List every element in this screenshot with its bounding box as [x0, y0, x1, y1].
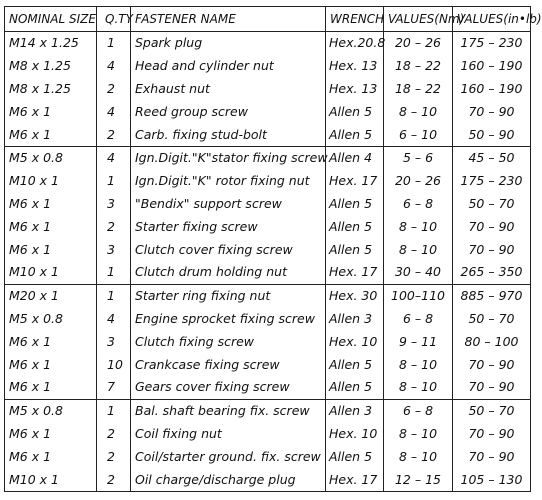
cell-nominal-size: M10 x 1 — [5, 261, 97, 284]
header-fastener-name: FASTENER NAME — [131, 7, 326, 32]
cell-wrench: Hex. 13 — [326, 78, 384, 101]
cell-nominal-size: M5 x 0.8 — [5, 399, 97, 422]
cell-nominal-size: M6 x 1 — [5, 123, 97, 146]
cell-wrench: Allen 5 — [326, 376, 384, 399]
cell-nominal-size: M6 x 1 — [5, 445, 97, 468]
table-row — [5, 423, 531, 446]
cell-values-inlb: 160 – 190 — [453, 78, 531, 101]
table-body — [5, 32, 531, 492]
table-row — [5, 468, 531, 491]
table-row — [5, 55, 531, 78]
cell-nominal-size: M10 x 1 — [5, 170, 97, 193]
cell-fastener-name: Clutch drum holding nut — [131, 261, 326, 284]
cell-wrench: Allen 4 — [326, 146, 384, 169]
cell-nominal-size: M6 x 1 — [5, 215, 97, 238]
cell-values-nm: 18 – 22 — [384, 78, 453, 101]
table-row — [5, 238, 531, 261]
cell-wrench: Allen 5 — [326, 445, 384, 468]
cell-fastener-name: Bal. shaft bearing fix. screw — [131, 399, 326, 422]
cell-values-nm: 6 – 8 — [384, 193, 453, 216]
cell-values-inlb: 50 – 70 — [453, 193, 531, 216]
table-row — [5, 399, 531, 422]
cell-nominal-size: M6 x 1 — [5, 238, 97, 261]
table-row — [5, 445, 531, 468]
cell-fastener-name: Gears cover fixing screw — [131, 376, 326, 399]
cell-values-inlb: 70 – 90 — [453, 100, 531, 123]
cell-wrench: Allen 5 — [326, 123, 384, 146]
cell-fastener-name: Crankcase fixing screw — [131, 353, 326, 376]
table-row — [5, 215, 531, 238]
cell-fastener-name: Spark plug — [131, 32, 326, 55]
cell-quantity: 1 — [97, 399, 131, 422]
cell-nominal-size: M8 x 1.25 — [5, 55, 97, 78]
table-row — [5, 123, 531, 146]
cell-quantity: 4 — [97, 146, 131, 169]
cell-quantity: 2 — [97, 215, 131, 238]
cell-fastener-name: Coil/starter ground. fix. screw — [131, 445, 326, 468]
cell-values-nm: 20 – 26 — [384, 170, 453, 193]
cell-wrench: Hex. 10 — [326, 330, 384, 353]
header-values-inlb: VALUES(in•lb) — [453, 7, 531, 32]
cell-values-inlb: 80 – 100 — [453, 330, 531, 353]
cell-values-inlb: 45 – 50 — [453, 146, 531, 169]
cell-quantity: 2 — [97, 78, 131, 101]
cell-values-inlb: 160 – 190 — [453, 55, 531, 78]
cell-fastener-name: Ign.Digit."K" rotor fixing nut — [131, 170, 326, 193]
cell-values-nm: 18 – 22 — [384, 55, 453, 78]
cell-values-inlb: 50 – 70 — [453, 399, 531, 422]
cell-wrench: Allen 5 — [326, 193, 384, 216]
cell-wrench: Hex. 17 — [326, 261, 384, 284]
cell-nominal-size: M6 x 1 — [5, 423, 97, 446]
cell-fastener-name: Engine sprocket fixing screw — [131, 308, 326, 331]
cell-nominal-size: M6 x 1 — [5, 376, 97, 399]
cell-values-inlb: 70 – 90 — [453, 423, 531, 446]
table-row — [5, 193, 531, 216]
cell-fastener-name: Clutch cover fixing screw — [131, 238, 326, 261]
cell-values-inlb: 885 – 970 — [453, 284, 531, 307]
cell-quantity: 1 — [97, 170, 131, 193]
cell-fastener-name: Coil fixing nut — [131, 423, 326, 446]
cell-wrench: Allen 5 — [326, 100, 384, 123]
cell-values-nm: 8 – 10 — [384, 353, 453, 376]
cell-values-inlb: 70 – 90 — [453, 215, 531, 238]
cell-wrench: Hex. 17 — [326, 468, 384, 491]
table-row — [5, 284, 531, 307]
cell-values-inlb: 175 – 230 — [453, 32, 531, 55]
cell-quantity: 2 — [97, 123, 131, 146]
cell-quantity: 3 — [97, 238, 131, 261]
cell-quantity: 2 — [97, 445, 131, 468]
cell-quantity: 3 — [97, 330, 131, 353]
table-row — [5, 376, 531, 399]
cell-values-inlb: 70 – 90 — [453, 376, 531, 399]
header-quantity: Q.TY — [97, 7, 131, 32]
cell-fastener-name: Reed group screw — [131, 100, 326, 123]
cell-nominal-size: M8 x 1.25 — [5, 78, 97, 101]
torque-table-container — [4, 6, 542, 492]
table-row — [5, 170, 531, 193]
cell-nominal-size: M6 x 1 — [5, 100, 97, 123]
table-row — [5, 330, 531, 353]
cell-fastener-name: Ign.Digit."K"stator fixing screw — [131, 146, 326, 169]
cell-values-nm: 8 – 10 — [384, 423, 453, 446]
cell-wrench: Allen 3 — [326, 399, 384, 422]
cell-wrench: Allen 3 — [326, 308, 384, 331]
cell-values-nm: 5 – 6 — [384, 146, 453, 169]
cell-values-inlb: 70 – 90 — [453, 238, 531, 261]
cell-wrench: Hex. 13 — [326, 55, 384, 78]
cell-values-nm: 100–110 — [384, 284, 453, 307]
cell-wrench: Allen 5 — [326, 353, 384, 376]
cell-values-inlb: 265 – 350 — [453, 261, 531, 284]
cell-values-nm: 8 – 10 — [384, 445, 453, 468]
cell-nominal-size: M6 x 1 — [5, 330, 97, 353]
table-row — [5, 78, 531, 101]
cell-nominal-size: M5 x 0.8 — [5, 308, 97, 331]
table-row — [5, 353, 531, 376]
header-nominal-size: NOMINAL SIZE — [5, 7, 97, 32]
cell-quantity: 4 — [97, 308, 131, 331]
cell-fastener-name: Clutch fixing screw — [131, 330, 326, 353]
cell-fastener-name: Carb. fixing stud-bolt — [131, 123, 326, 146]
cell-values-nm: 8 – 10 — [384, 376, 453, 399]
cell-quantity: 4 — [97, 55, 131, 78]
cell-values-nm: 30 – 40 — [384, 261, 453, 284]
cell-wrench: Hex. 17 — [326, 170, 384, 193]
cell-quantity: 2 — [97, 423, 131, 446]
table-row — [5, 308, 531, 331]
table-header-row — [5, 7, 531, 32]
cell-fastener-name: Oil charge/discharge plug — [131, 468, 326, 491]
cell-quantity: 1 — [97, 261, 131, 284]
cell-quantity: 1 — [97, 32, 131, 55]
cell-wrench: Allen 5 — [326, 238, 384, 261]
cell-quantity: 7 — [97, 376, 131, 399]
cell-values-nm: 8 – 10 — [384, 238, 453, 261]
cell-values-nm: 20 – 26 — [384, 32, 453, 55]
cell-quantity: 1 — [97, 284, 131, 307]
table-row — [5, 146, 531, 169]
cell-values-nm: 12 – 15 — [384, 468, 453, 491]
cell-values-inlb: 70 – 90 — [453, 445, 531, 468]
cell-quantity: 10 — [97, 353, 131, 376]
cell-values-inlb: 105 – 130 — [453, 468, 531, 491]
cell-fastener-name: "Bendix" support screw — [131, 193, 326, 216]
cell-fastener-name: Starter fixing screw — [131, 215, 326, 238]
header-wrench: WRENCH — [326, 7, 384, 32]
cell-values-inlb: 70 – 90 — [453, 353, 531, 376]
torque-table — [4, 6, 542, 492]
cell-wrench: Hex.20.8 — [326, 32, 384, 55]
cell-nominal-size: M14 x 1.25 — [5, 32, 97, 55]
cell-nominal-size: M6 x 1 — [5, 193, 97, 216]
cell-nominal-size: M5 x 0.8 — [5, 146, 97, 169]
cell-values-nm: 6 – 8 — [384, 399, 453, 422]
cell-quantity: 4 — [97, 100, 131, 123]
table-row — [5, 32, 531, 55]
cell-values-nm: 8 – 10 — [384, 100, 453, 123]
cell-values-nm: 9 – 11 — [384, 330, 453, 353]
cell-values-nm: 6 – 10 — [384, 123, 453, 146]
cell-fastener-name: Starter ring fixing nut — [131, 284, 326, 307]
cell-wrench: Hex. 30 — [326, 284, 384, 307]
cell-values-nm: 8 – 10 — [384, 215, 453, 238]
cell-quantity: 3 — [97, 193, 131, 216]
cell-quantity: 2 — [97, 468, 131, 491]
cell-nominal-size: M20 x 1 — [5, 284, 97, 307]
header-values-nm: VALUES(Nm) — [384, 7, 453, 32]
cell-wrench: Hex. 10 — [326, 423, 384, 446]
cell-values-inlb: 50 – 90 — [453, 123, 531, 146]
cell-nominal-size: M6 x 1 — [5, 353, 97, 376]
cell-values-inlb: 175 – 230 — [453, 170, 531, 193]
cell-wrench: Allen 5 — [326, 215, 384, 238]
cell-values-nm: 6 – 8 — [384, 308, 453, 331]
table-row — [5, 261, 531, 284]
cell-values-inlb: 50 – 70 — [453, 308, 531, 331]
cell-nominal-size: M10 x 1 — [5, 468, 97, 491]
cell-fastener-name: Exhaust nut — [131, 78, 326, 101]
table-row — [5, 100, 531, 123]
cell-fastener-name: Head and cylinder nut — [131, 55, 326, 78]
